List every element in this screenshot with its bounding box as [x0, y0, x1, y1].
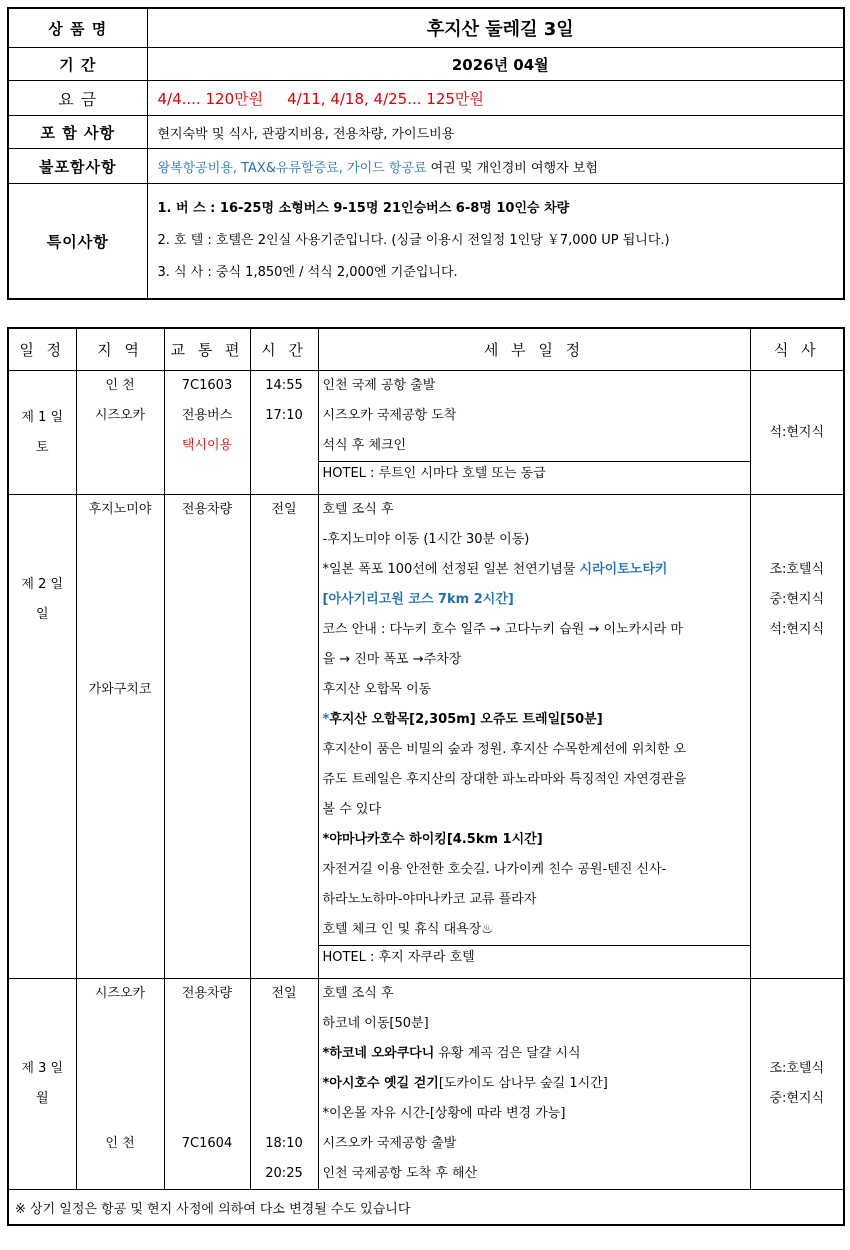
- day3-detail: [318, 979, 750, 1190]
- day3-detail-3-bold: *하코네 오와쿠다니: [322, 1046, 435, 1061]
- day1-taxi: 택시이용: [181, 438, 233, 453]
- day2-detail-12: *야마나카호수 하이킹[4.5km 1시간]: [322, 832, 543, 847]
- product-info-table: [7, 7, 845, 300]
- day3-row: [8, 979, 844, 1190]
- special-note-meal: 3. 식 사 : 중식 1,850엔 / 석식 2,000엔 기준입니다.: [157, 265, 458, 280]
- excluded-label: 불포함사항: [8, 149, 147, 184]
- schedule-header-row: [8, 328, 844, 371]
- day2-waterfall-name: 시라이토노타키: [579, 562, 668, 577]
- fee-value-1: 4/4.... 120만원: [157, 89, 264, 108]
- day2-vehicle: 전용차량: [181, 502, 233, 517]
- day1-hotel: HOTEL : 루트인 시마다 호텔 또는 동급: [318, 462, 750, 495]
- day3-region: [76, 979, 164, 1190]
- day2-detail-13: 자전거길 이용 안전한 호숫길. 나가이케 친수 공원-텐진 신사-: [322, 862, 667, 877]
- day3-detail-7: 인천 국제공항 도착 후 해산: [322, 1166, 478, 1181]
- product-label: 상 품 명: [8, 8, 147, 48]
- header-transport: 교 통 편: [164, 328, 250, 371]
- day2-detail-8: [323, 705, 750, 735]
- day3-detail-4-rest: [도카이도 삼나무 숲길 1시간]: [438, 1076, 608, 1091]
- day2-time: [250, 495, 318, 979]
- day2-detail-1: 호텔 조식 후: [322, 502, 394, 517]
- day2-day: 제 2 일: [21, 577, 64, 592]
- day3-weekday: 월: [35, 1091, 49, 1106]
- day3-flight: 7C1604: [181, 1136, 233, 1151]
- day2-region: [76, 495, 164, 979]
- day3-detail-6: 시즈오카 국제공항 출발: [322, 1136, 457, 1151]
- fee-value-2: 4/11, 4/18, 4/25... 125만원: [287, 89, 484, 108]
- day3-vehicle: 전용차량: [181, 986, 233, 1001]
- header-detail: 세 부 일 정: [318, 328, 750, 371]
- day1-time-2: 17:10: [265, 408, 303, 423]
- day2-meal-breakfast: 조:호텔식: [769, 562, 825, 577]
- day2-hotel: HOTEL : 후지 자쿠라 호텔: [318, 946, 750, 979]
- day2-allday: 전일: [271, 502, 297, 517]
- day2-detail: [318, 495, 750, 946]
- day2-detail-5: 코스 안내 : 다누키 호수 일주 → 고다누키 습원 → 이노카시라 마: [322, 622, 683, 637]
- period-label: 기 간: [8, 48, 147, 81]
- day1-label: [8, 371, 76, 495]
- day2-label: [8, 495, 76, 979]
- included-label: 포 함 사항: [8, 116, 147, 149]
- day2-detail-3-text: *일본 폭포 100선에 선정된 일본 천연기념물: [322, 562, 580, 577]
- excluded-blue-text: 왕복항공비용, TAX&유류할증료, 가이드 항공료: [157, 160, 427, 176]
- day2-detail-2: -후지노미야 이동 (1시간 30분 이동): [322, 532, 530, 547]
- day1-region-1: 인 천: [105, 378, 135, 393]
- day3-time-2: 20:25: [265, 1166, 303, 1181]
- header-region: 지 역: [76, 328, 164, 371]
- day2-detail-3: [323, 555, 750, 585]
- period-value: 2026년 04월: [147, 48, 844, 81]
- day1-meal-dinner: 석:현지식: [769, 424, 825, 440]
- day3-detail-5: *이온몰 자유 시간-[상황에 따라 변경 가능]: [322, 1106, 566, 1121]
- day3-meal: [750, 979, 844, 1190]
- day1-detail-1: 인천 국제 공항 출발: [322, 378, 436, 393]
- day2-transport: [164, 495, 250, 979]
- day3-detail-3-rest: 유황 계곡 검은 달걀 시식: [434, 1046, 581, 1061]
- day3-detail-4: [323, 1069, 750, 1099]
- day2-region-2: 가와구치코: [88, 682, 152, 697]
- included-value: 현지숙박 및 식사, 관광지비용, 전용차량, 가이드비용: [147, 116, 844, 149]
- special-label: 특이사항: [8, 184, 147, 300]
- day2-detail-8-text: 후지산 오합목[2,305m] 오쥬도 트레일[50분]: [329, 712, 603, 727]
- header-day: 일 정: [8, 328, 76, 371]
- day1-day: 제 1 일: [21, 409, 64, 425]
- special-note-hotel: 2. 호 텔 : 호텔은 2인실 사용기준입니다. (싱글 이용시 전일정 1인당 ￥7,000 UP 됩니다.): [157, 233, 670, 248]
- day3-transport: [164, 979, 250, 1190]
- day2-meal: [750, 495, 844, 979]
- day1-bus: 전용버스: [181, 408, 233, 423]
- day3-meal-lunch: 중:현지식: [769, 1091, 825, 1106]
- day1-detail-2: 시즈오카 국제공항 도착: [322, 408, 457, 423]
- day2-region-1: 후지노미야: [88, 502, 152, 517]
- day2-detail-11: 볼 수 있다: [322, 802, 381, 817]
- day2-detail-14: 하라노노하마-야마나카코 교류 플라자: [322, 892, 537, 907]
- day3-detail-4-bold: *아시호수 옛길 걷기: [322, 1076, 439, 1091]
- day3-label: [8, 979, 76, 1190]
- day2-detail-15: 호텔 체크 인 및 휴식 대욕장♨: [322, 922, 493, 937]
- day3-detail-2: 하코네 이동[50분]: [322, 1016, 429, 1031]
- day3-allday: 전일: [271, 986, 297, 1001]
- day3-region-2: 인 천: [105, 1136, 135, 1151]
- day3-meal-breakfast: 조:호텔식: [769, 1061, 825, 1076]
- header-meal: 식 사: [750, 328, 844, 371]
- day2-detail-6: 을 → 진마 폭포 →주차장: [322, 652, 462, 667]
- day2-meal-lunch: 중:현지식: [769, 592, 825, 607]
- day3-time: [250, 979, 318, 1190]
- day1-detail-3: 석식 후 체크인: [322, 438, 407, 453]
- fee-value: [147, 81, 844, 116]
- product-name: 후지산 둘레길 3일: [147, 8, 844, 48]
- day1-detail: [318, 371, 750, 462]
- schedule-notice: ※ 상기 일정은 항공 및 현지 사정에 의하여 다소 변경될 수도 있습니다: [8, 1190, 844, 1226]
- day1-region-2: 시즈오카: [94, 408, 146, 423]
- day1-time-1: 14:55: [265, 378, 303, 393]
- day1-region: [76, 371, 164, 495]
- day1-weekday: 토: [35, 439, 49, 455]
- day2-detail-9: 후지산이 품은 비밀의 숲과 정원. 후지산 수목한계선에 위치한 오: [322, 742, 687, 757]
- day2-meal-dinner: 석:현지식: [769, 622, 825, 637]
- day2-detail-4: [아사기리고원 코스 7km 2시간]: [322, 592, 514, 607]
- day1-row: [8, 371, 844, 462]
- fee-label: 요 금: [8, 81, 147, 116]
- day2-weekday: 일: [35, 607, 49, 622]
- day1-flight: 7C1603: [181, 378, 233, 393]
- special-notes: [147, 184, 844, 300]
- special-note-bus: 1. 버 스 : 16-25명 소형버스 9-15명 21인승버스 6-8명 10인승 차량: [157, 201, 570, 216]
- day3-time-1: 18:10: [265, 1136, 303, 1151]
- day3-detail-1: 호텔 조식 후: [322, 986, 394, 1001]
- day3-day: 제 3 일: [21, 1061, 64, 1076]
- schedule-table: [7, 327, 845, 1226]
- day1-meal: [750, 371, 844, 495]
- header-time: 시 간: [250, 328, 318, 371]
- day2-detail-10: 쥬도 트레일은 후지산의 장대한 파노라마와 특징적인 자연경관을: [322, 772, 687, 787]
- day2-detail-7: 후지산 오합목 이동: [322, 682, 432, 697]
- day2-row: [8, 495, 844, 946]
- day1-transport: [164, 371, 250, 495]
- day1-time: [250, 371, 318, 495]
- day3-region-1: 시즈오카: [94, 986, 146, 1001]
- excluded-value: [147, 149, 844, 184]
- day2-detail-8-star: *: [322, 712, 330, 727]
- excluded-rest-text: 여권 및 개인경비 여행자 보험: [426, 160, 598, 176]
- day3-detail-3: [323, 1039, 750, 1069]
